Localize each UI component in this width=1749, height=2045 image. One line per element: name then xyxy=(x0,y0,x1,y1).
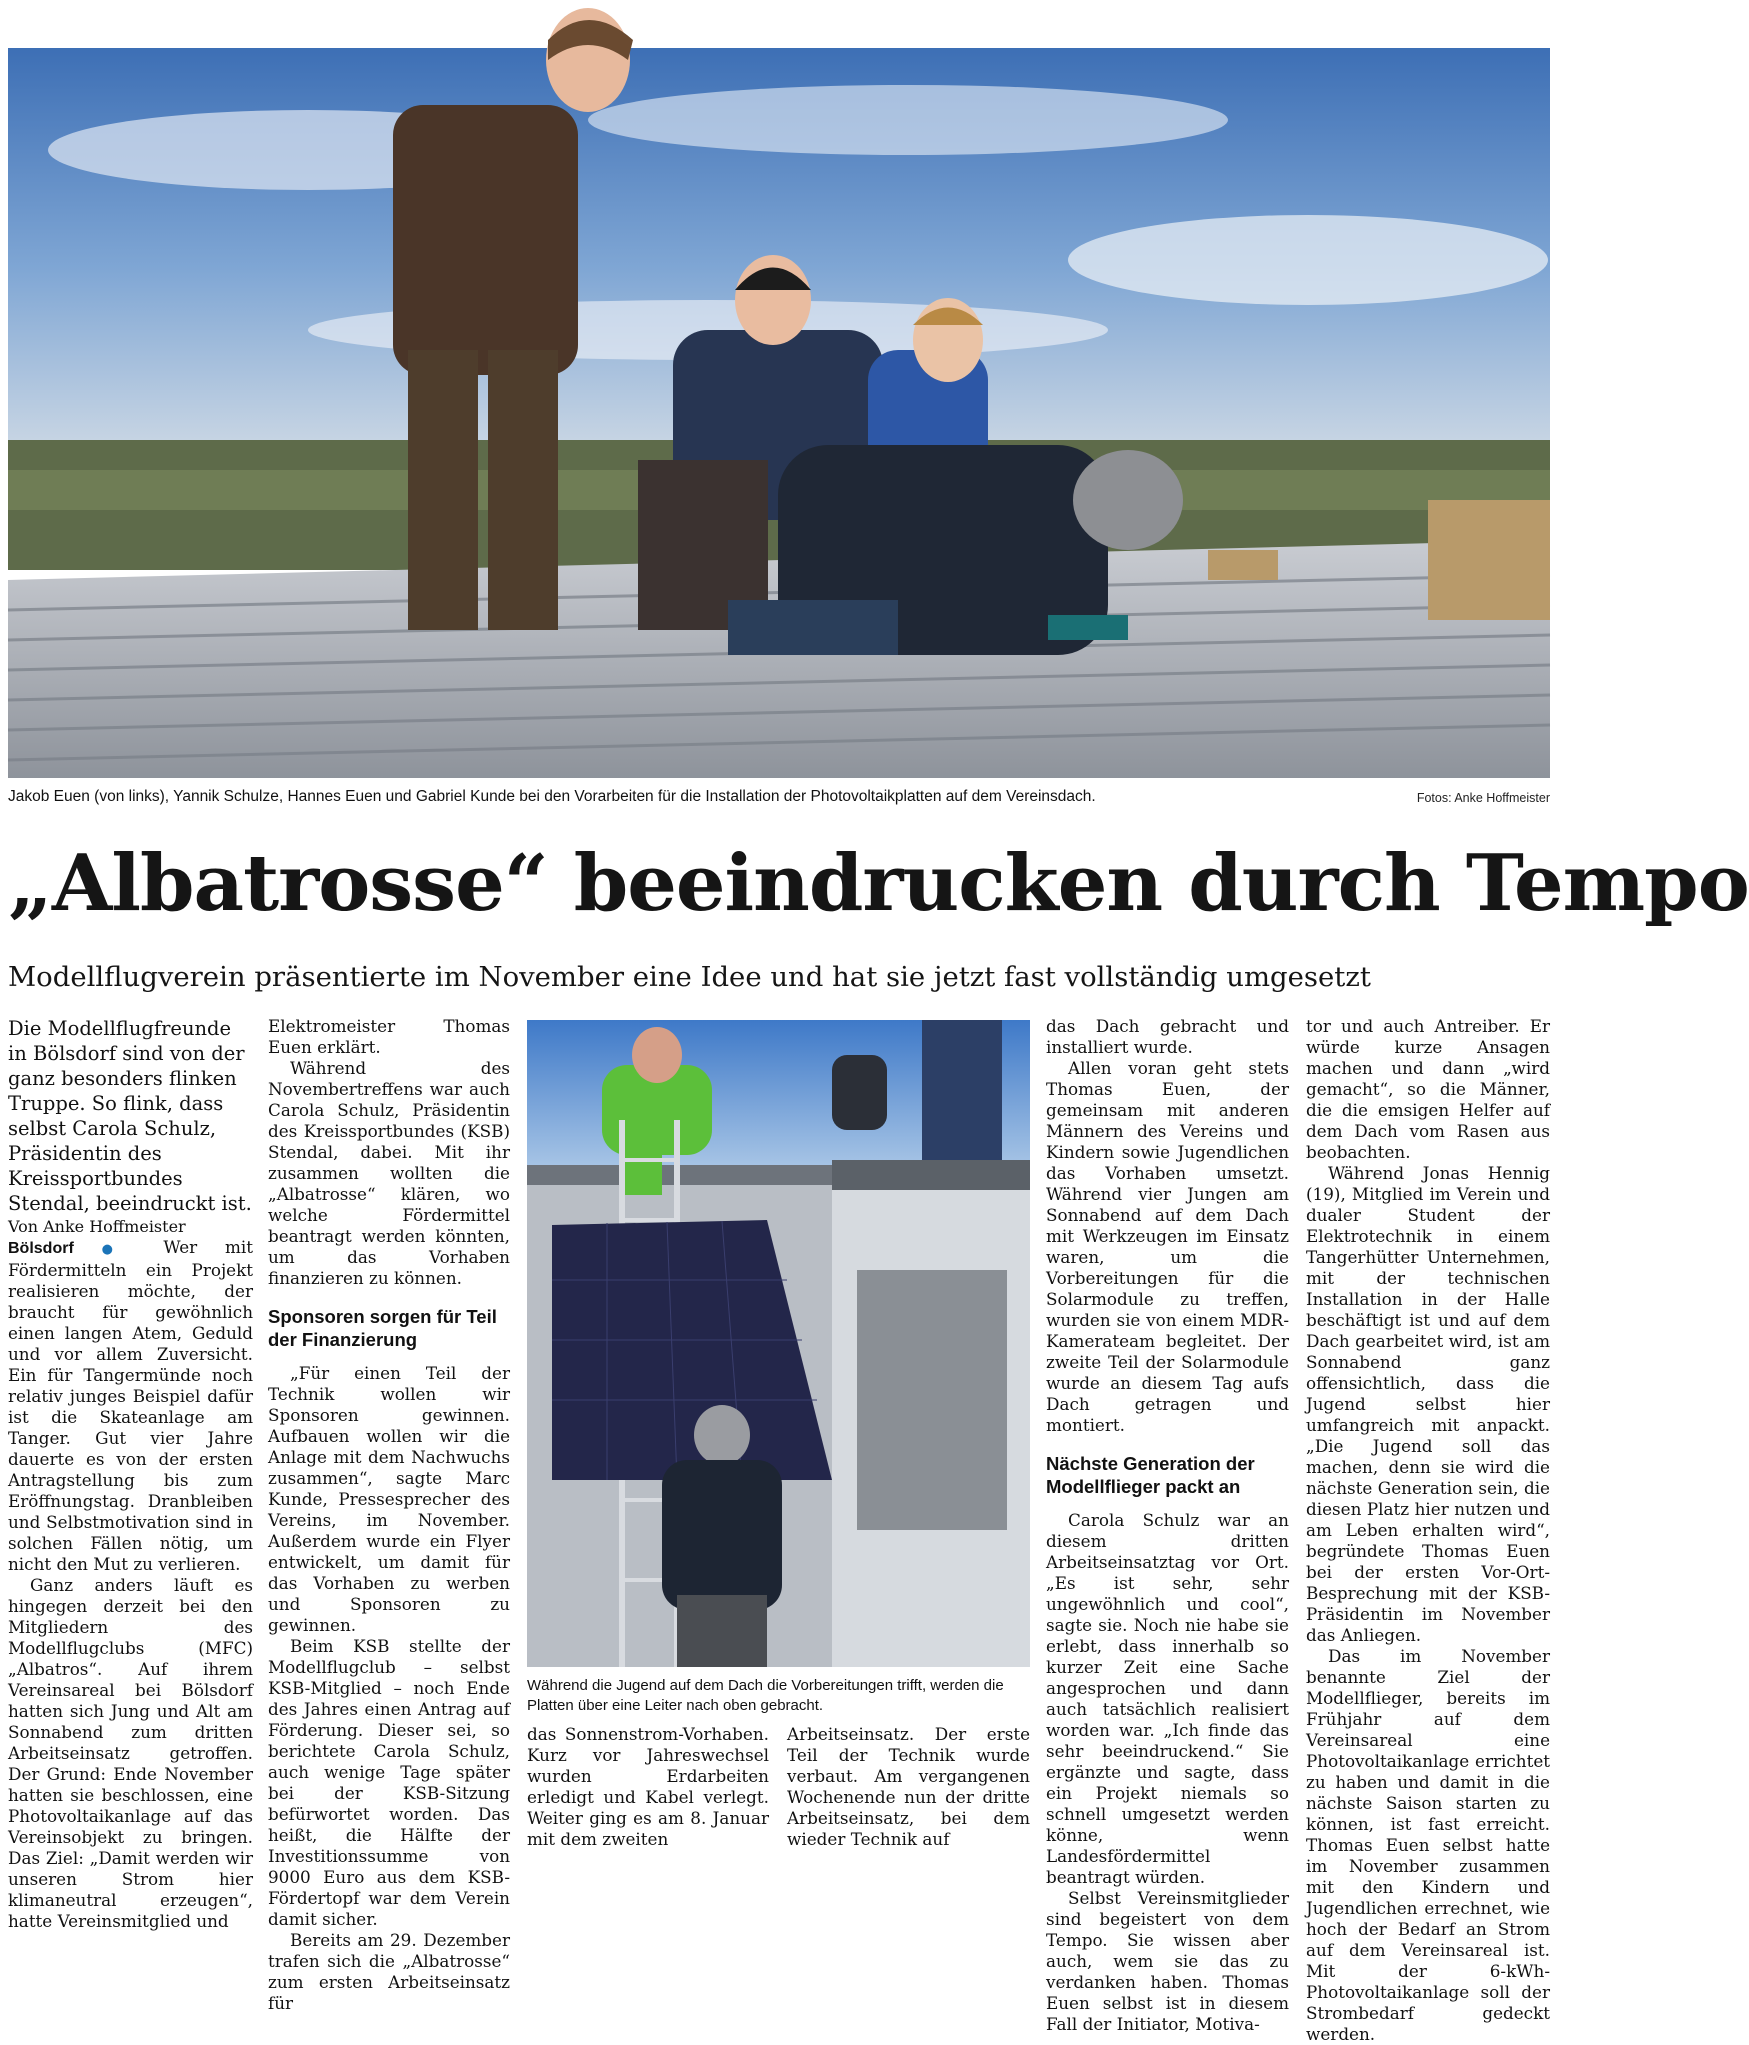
paragraph: Während Jonas Hennig (19), Mitglied im Verein und dualer Student der Elektrotechnik in einem Tangerhütter Unternehmen, mit der technischen Installation in der Halle beschäftigt ist und auf dem Dach gearbeitet wird, ist am Sonnabend ganz offensichtlich, dass die Jugend selbst hier umfangreich mit anpackt. „Die Jugend soll das machen, denn sie wird die nächste Generation sein, die diesen Platz hier nutzen und am Leben erhalten wird“, begründete Thomas Euen bei der ersten Vor-Ort-Besprechung mit der KSB-Präsidentin im November das Anliegen. xyxy=(1306,1163,1550,1645)
paragraph: Ganz anders läuft es hingegen derzeit bei den Mitgliedern des Modellflugclubs (MFC) „Albatros“. Auf ihrem Vereinsareal bei Bölsdorf hatten sich Jung und Alt am Sonnabend zum dritten Arbeitseinsatz getroffen. Der Grund: Ende November hatten sie beschlossen, eine Photovoltaikanlage auf das Vereinsobjekt zu bringen. Das Ziel: „Damit werden wir unseren Strom hier klimaneutral erzeugen“, hatte Vereinsmitglied und xyxy=(8,1575,253,1931)
roof-photo-illustration xyxy=(8,0,1550,778)
paragraph: Elektromeister Thomas Euen erklärt. xyxy=(268,1016,510,1057)
dateline-bullet-icon: ● xyxy=(101,1242,136,1257)
paragraph: tor und auch Antreiber. Er würde kurze Ansagen machen und dann „wird gemacht“, so die Männer, die die emsigen Helfer auf dem Dach vom Rasen aus beobachten. xyxy=(1306,1016,1550,1162)
paragraph: Arbeitseinsatz. Der erste Teil der Technik wurde verbaut. Am vergangenen Wochenende nun der dritte Arbeitseinsatz, bei dem wieder Technik auf xyxy=(787,1724,1030,1849)
roof-photo xyxy=(8,0,1550,778)
paragraph: Bereits am 29. Dezember trafen sich die „Albatrosse“ zum ersten Arbeitseinsatz für xyxy=(268,1930,510,2013)
photo-credit: Fotos: Anke Hoffmeister xyxy=(1416,791,1550,805)
column-1 xyxy=(8,1016,253,1931)
column-6 xyxy=(1306,1016,1550,2044)
dateline: Bölsdorf xyxy=(8,1240,74,1257)
section-heading: Nächste Generation der Modellflieger packt an xyxy=(1046,1453,1255,1497)
lead-paragraph: Die Modellflugfreunde in Bölsdorf sind von der ganz besonders flinken Truppe. So flink, dass selbst Carola Schulz, Präsidentin des Kreissportbundes Stendal, beeindruckt ist. xyxy=(8,1017,252,1215)
top-photo-caption: Jakob Euen (von links), Yannik Schulze, Hannes Euen und Gabriel Kunde bei den Vorarbeiten für die Installation der Photovoltaikplatten auf dem Vereinsdach. xyxy=(8,788,1096,805)
headline: „Albatrosse“ beeindrucken durch Tempo xyxy=(8,838,1749,929)
section-heading: Sponsoren sorgen für Teil der Finanzierung xyxy=(268,1306,497,1350)
column-2 xyxy=(268,1016,510,2013)
column-4 xyxy=(787,1724,1030,1891)
paragraph: das Sonnenstrom-Vorhaben. Kurz vor Jahreswechsel wurden Erdarbeiten erledigt und Kabel verlegt. Weiter ging es am 8. Januar mit dem zweiten xyxy=(527,1724,769,1849)
paragraph: Das im November benannte Ziel der Modellflieger, bereits im Frühjahr auf dem Vereinsareal eine Photovoltaikanlage errichtet zu haben und damit in die nächste Saison starten zu können, ist fast erreicht. Thomas Euen selbst hatte im November zusammen mit den Kindern und Jugendlichen errechnet, wie hoch der Bedarf an Strom auf dem Vereinsareal ist. Mit der 6-kWh-Photovoltaikanlage soll der Strombedarf gedeckt werden. xyxy=(1306,1646,1550,2044)
ladder-photo xyxy=(527,1020,1030,1667)
paragraph: Selbst Vereinsmitglieder sind begeistert von dem Tempo. Sie wissen aber auch, wem sie das zu verdanken haben. Thomas Euen selbst ist in diesem Fall der Initiator, Motiva- xyxy=(1046,1888,1289,2034)
column-3 xyxy=(527,1724,769,1891)
paragraph: das Dach gebracht und installiert wurde. xyxy=(1046,1016,1289,1057)
author-line: Von Anke Hoffmeister xyxy=(8,1217,186,1236)
ladder-photo-illustration xyxy=(527,1020,1030,1667)
paragraph-text: Wer mit Fördermitteln ein Projekt realisieren möchte, der braucht für gewöhnlich einen langen Atem, Geduld und vor allem Zuversicht. Ein für Tangermünde noch relativ junges Beispiel dafür ist die Skateanlage am Tanger. Gut vier Jahre dauerte es von der ersten Antragstellung bis zum Eröffnungstag. Dranbleiben und Selbstmotivation sind in solchen Fällen nötig, um nicht den Mut zu verlieren. xyxy=(8,1237,253,1574)
paragraph: Allen voran geht stets Thomas Euen, der gemeinsam mit anderen Männern des Vereins und Kindern sowie Jugendlichen das Vorhaben umsetzt. Während vier Jungen am Sonnabend auf dem Dach mit Werkzeugen im Einsatz waren, um die Vorbereitungen für die Solarmodule zu treffen, wurden sie von einem MDR-Kamerateam begleitet. Der zweite Teil der Solarmodule wurde an diesem Tag aufs Dach getragen und montiert. xyxy=(1046,1058,1289,1435)
paragraph: Carola Schulz war an diesem dritten Arbeitseinsatztag vor Ort. „Es ist sehr, sehr ungewöhnlich und cool“, sagte sie. Noch nie habe sie erlebt, dass innerhalb so kurzer Zeit eine Sache angesprochen und dann auch tatsächlich realisiert worden war. „Ich finde das sehr beeindruckend.“ Sie ergänzte und sagte, dass ein Projekt niemals so schnell umgesetzt werden könne, wenn Landesfördermittel beantragt würden. xyxy=(1046,1510,1289,1887)
paragraph xyxy=(8,1237,253,1575)
subheadline: Modellflugverein präsentierte im November eine Idee und hat sie jetzt fast vollständig umgesetzt xyxy=(8,961,1371,993)
column-5 xyxy=(1046,1016,1289,2034)
middle-photo-caption: Während die Jugend auf dem Dach die Vorbereitungen trifft, werden die Platten über eine Leiter nach oben gebracht. xyxy=(527,1677,1004,1714)
paragraph: Während des Novembertreffens war auch Carola Schulz, Präsidentin des Kreissportbundes (KSB) Stendal, dabei. Mit ihr zusammen wollten die „Albatrosse“ klären, wo welche Fördermittel beantragt werden könnten, um das Vorhaben finanzieren zu können. xyxy=(268,1058,510,1288)
paragraph: Beim KSB stellte der Modellflugclub – selbst KSB-Mitglied – noch Ende des Jahres einen Antrag auf Förderung. Dieser sei, so berichtete Carola Schulz, auch wenige Tage später bei der KSB-Sitzung befürwortet worden. Das heißt, die Hälfte der Investitionssumme von 9000 Euro aus dem KSB-Fördertopf war dem Verein damit sicher. xyxy=(268,1636,510,1929)
paragraph: „Für einen Teil der Technik wollen wir Sponsoren gewinnen. Aufbauen wollen wir die Anlage mit dem Nachwuchs zusammen“, sagte Marc Kunde, Pressesprecher des Vereins, im November. Außerdem wurde ein Flyer entwickelt, um damit für das Vorhaben zu werben und Sponsoren zu gewinnen. xyxy=(268,1363,510,1635)
